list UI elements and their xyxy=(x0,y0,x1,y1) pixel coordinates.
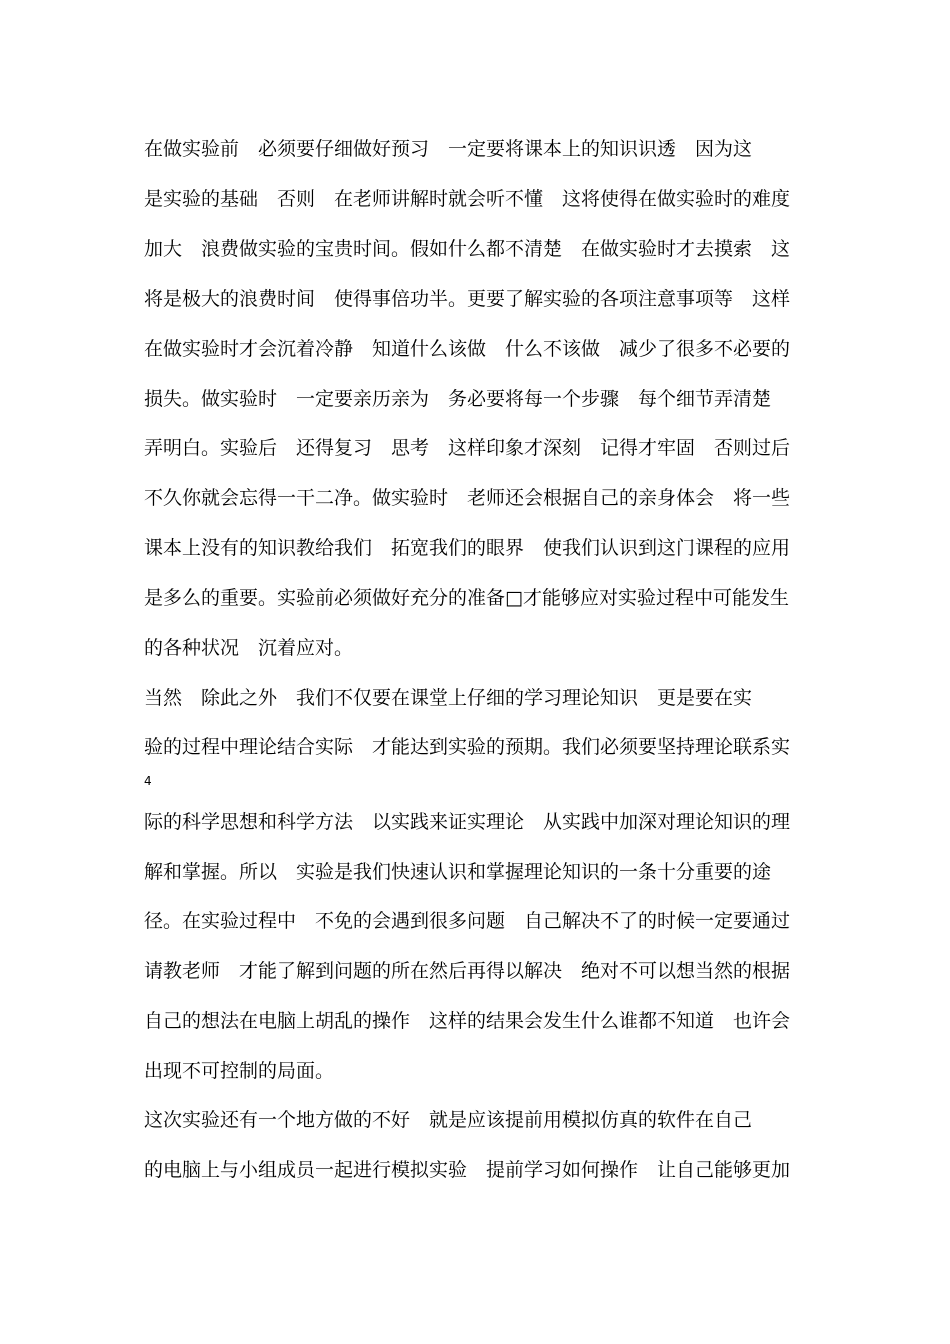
text-line: 自己的想法在电脑上胡乱的操作 这样的结果会发生什么谁都不知道 也许会 xyxy=(144,1010,791,1032)
page-number: 4 xyxy=(144,774,152,788)
text-line: 课本上没有的知识教给我们 拓宽我们的眼界 使我们认识到这门课程的应用 xyxy=(144,537,791,559)
text-line: 不久你就会忘得一干二净。做实验时 老师还会根据自己的亲身体会 将一些 xyxy=(144,487,791,509)
text-line: 径。在实验过程中 不免的会遇到很多问题 自己解决不了的时候一定要通过 xyxy=(144,910,791,932)
text-line: 出现不可控制的局面。 xyxy=(144,1060,335,1082)
text-line: 在做实验时才会沉着冷静 知道什么该做 什么不该做 减少了很多不必要的 xyxy=(144,338,791,360)
text-line: 的各种状况 沉着应对。 xyxy=(144,637,354,659)
text-line: 验的过程中理论结合实际 才能达到实验的预期。我们必须要坚持理论联系实 xyxy=(144,736,791,758)
text-line: 加大 浪费做实验的宝贵时间。假如什么都不清楚 在做实验时才去摸索 这 xyxy=(144,238,791,260)
text-line: 这次实验还有一个地方做的不好 就是应该提前用模拟仿真的软件在自己 xyxy=(144,1109,753,1131)
text-line: 是实验的基础 否则 在老师讲解时就会听不懂 这将使得在做实验时的难度 xyxy=(144,188,791,210)
text-line: 际的科学思想和科学方法 以实践来证实理论 从实践中加深对理论知识的理 xyxy=(144,811,791,833)
text-line: 损失。做实验时 一定要亲历亲为 务必要将每一个步骤 每个细节弄清楚 xyxy=(144,388,772,410)
text-line: 的电脑上与小组成员一起进行模拟实验 提前学习如何操作 让自己能够更加 xyxy=(144,1159,791,1181)
text-line: 将是极大的浪费时间 使得事倍功半。更要了解实验的各项注意事项等 这样 xyxy=(144,288,791,310)
text-line: 当然 除此之外 我们不仅要在课堂上仔细的学习理论知识 更是要在实 xyxy=(144,687,753,709)
text-line: 弄明白。实验后 还得复习 思考 这样印象才深刻 记得才牢固 否则过后 xyxy=(144,437,791,459)
text-line: 在做实验前 必须要仔细做好预习 一定要将课本上的知识识透 因为这 xyxy=(144,138,753,160)
text-line: 是多么的重要。实验前必须做好充分的准备□才能够应对实验过程中可能发生 xyxy=(144,587,789,609)
text-line: 解和掌握。所以 实验是我们快速认识和掌握理论知识的一条十分重要的途 xyxy=(144,861,772,883)
text-line: 请教老师 才能了解到问题的所在然后再得以解决 绝对不可以想当然的根据 xyxy=(144,960,791,982)
